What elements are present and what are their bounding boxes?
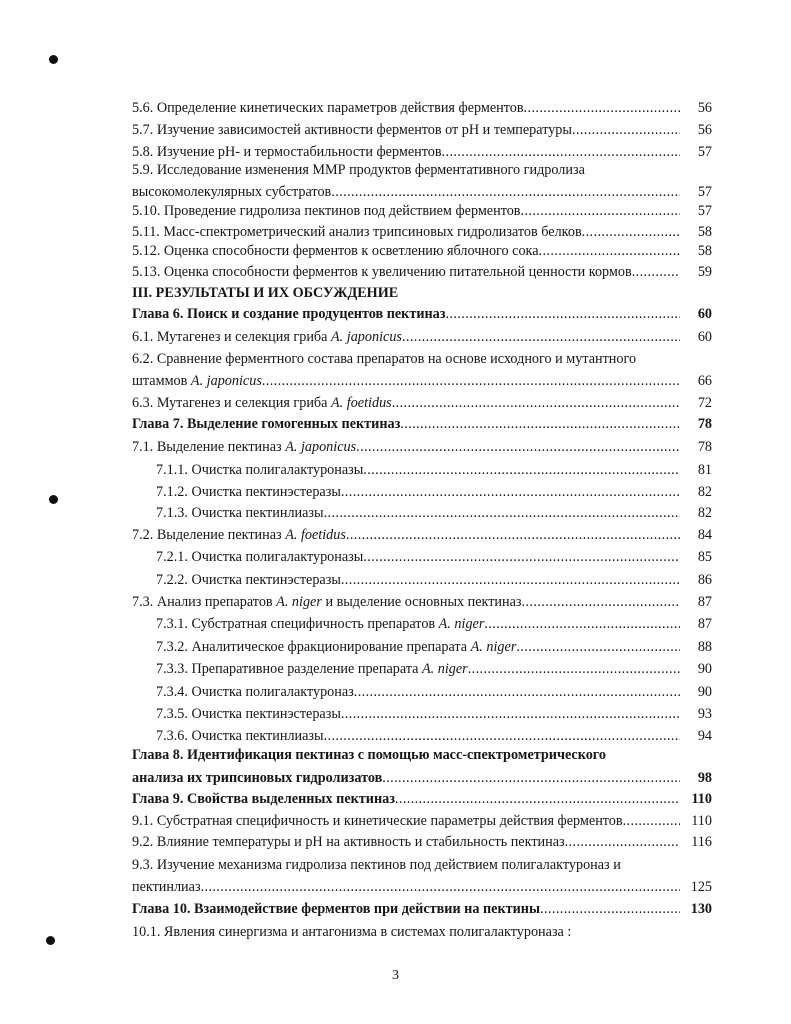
toc-entry bbox=[156, 728, 712, 744]
toc-page-number: 57 bbox=[697, 184, 712, 200]
dot-leader bbox=[346, 527, 680, 543]
toc-page-number: 94 bbox=[697, 728, 712, 744]
scan-speck bbox=[49, 495, 58, 504]
toc-page-number: 125 bbox=[690, 879, 712, 895]
toc-entry-title: 5.6. Определение кинетических параметров действия ферментов bbox=[132, 100, 524, 116]
dot-leader bbox=[324, 505, 680, 521]
dot-leader bbox=[341, 484, 680, 500]
dot-leader bbox=[363, 462, 680, 478]
dot-leader bbox=[341, 572, 680, 588]
toc-entry bbox=[132, 373, 712, 389]
toc-entry-title: 7.2. Выделение пектиназ A. foetidus bbox=[132, 527, 346, 543]
dot-leader bbox=[522, 594, 680, 610]
toc-entry-title: анализа их трипсиновых гидролизатов bbox=[132, 770, 383, 786]
toc-entry-title: 7.3.1. Субстратная специфичность препаратов A. niger bbox=[156, 616, 485, 632]
toc-entry bbox=[132, 264, 712, 280]
toc-entry-title: Глава 10. Взаимодействие ферментов при действии на пектины bbox=[132, 901, 541, 917]
toc-entry bbox=[132, 203, 712, 219]
toc-entry bbox=[156, 706, 712, 722]
dot-leader bbox=[363, 549, 680, 565]
toc-entry-title: 7.3. Анализ препаратов A. niger и выделение основных пектиназ bbox=[132, 594, 522, 610]
dot-leader bbox=[524, 100, 680, 116]
toc-entry bbox=[132, 122, 712, 138]
toc-page-number: 85 bbox=[697, 549, 712, 565]
toc-entry bbox=[132, 100, 712, 116]
toc-entry-title: Глава 6. Поиск и создание продуцентов пектиназ bbox=[132, 306, 446, 322]
species-name: A. foetidus bbox=[331, 395, 392, 411]
dot-leader bbox=[445, 306, 680, 322]
species-name: A. niger bbox=[470, 639, 517, 655]
toc-entry-title: III. РЕЗУЛЬТАТЫ И ИХ ОБСУЖДЕНИЕ bbox=[132, 285, 399, 301]
toc-entry-title: 7.3.6. Очистка пектинлиазы bbox=[156, 728, 324, 744]
species-name: A. japonicus bbox=[285, 439, 357, 455]
toc-entry bbox=[132, 879, 712, 895]
toc-page-number: 93 bbox=[697, 706, 712, 722]
dot-leader bbox=[521, 203, 681, 219]
toc-entry-title: 5.8. Изучение pH- и термостабильности ферментов bbox=[132, 144, 442, 160]
toc-entry bbox=[156, 462, 712, 478]
toc-entry-title: штаммов A. japonicus bbox=[132, 373, 262, 389]
dot-leader bbox=[395, 791, 680, 807]
toc-page-number: 56 bbox=[697, 122, 712, 138]
toc-entry bbox=[132, 184, 712, 200]
toc-entry bbox=[156, 684, 712, 700]
toc-page-number: 98 bbox=[697, 770, 712, 786]
species-name: A. japonicus bbox=[190, 373, 262, 389]
toc-entry bbox=[132, 224, 712, 240]
toc-entry bbox=[132, 351, 712, 367]
toc-page-number: 58 bbox=[697, 224, 712, 240]
dot-leader bbox=[400, 416, 680, 432]
toc-entry bbox=[132, 416, 712, 432]
toc-entry bbox=[132, 144, 712, 160]
species-name: A. niger bbox=[422, 661, 468, 677]
dot-leader bbox=[402, 329, 680, 345]
toc-entry bbox=[156, 572, 712, 588]
species-name: A. niger bbox=[276, 594, 322, 610]
dot-leader bbox=[341, 706, 680, 722]
toc-page-number: 56 bbox=[697, 100, 712, 116]
toc-entry bbox=[132, 857, 712, 873]
dot-leader bbox=[382, 770, 680, 786]
toc-entry-title: Глава 9. Свойства выделенных пектиназ bbox=[132, 791, 395, 807]
species-name: A. niger bbox=[438, 616, 485, 632]
toc-entry-title: 9.1. Субстратная специфичность и кинетические параметры действия ферментов bbox=[132, 813, 623, 829]
toc-entry-title: 7.1.2. Очистка пектинэстеразы bbox=[156, 484, 341, 500]
dot-leader bbox=[540, 901, 680, 917]
toc-entry bbox=[132, 901, 712, 917]
toc-entry-title: пектинлиаз bbox=[132, 879, 201, 895]
dot-leader bbox=[565, 834, 680, 850]
toc-entry-title: 10.1. Явления синергизма и антагонизма в системах полигалактуроназа : bbox=[132, 924, 572, 940]
dot-leader bbox=[356, 439, 680, 455]
toc-entry bbox=[132, 770, 712, 786]
dot-leader bbox=[354, 684, 680, 700]
dot-leader bbox=[516, 639, 680, 655]
scan-speck bbox=[46, 936, 55, 945]
toc-page-number: 90 bbox=[697, 684, 712, 700]
dot-leader bbox=[582, 224, 680, 240]
toc-entry-title: 7.3.3. Препаративное разделение препарата A. niger bbox=[156, 661, 468, 677]
dot-leader bbox=[572, 122, 680, 138]
toc-entry bbox=[156, 639, 712, 655]
toc-page-number: 59 bbox=[697, 264, 712, 280]
toc-entry-title: 9.2. Влияние температуры и pH на активность и стабильность пектиназ bbox=[132, 834, 565, 850]
toc-entry-title: 6.3. Мутагенез и селекция гриба A. foetidus bbox=[132, 395, 392, 411]
toc-entry-title: 5.9. Исследование изменения ММР продуктов ферментативного гидролиза bbox=[132, 162, 585, 178]
toc-entry-title: 7.1.1. Очистка полигалактуроназы bbox=[156, 462, 364, 478]
toc-entry bbox=[132, 439, 712, 455]
toc-page-number: 57 bbox=[697, 144, 712, 160]
toc-entry bbox=[156, 549, 712, 565]
toc-page-number: 72 bbox=[697, 395, 712, 411]
toc-entry bbox=[132, 813, 712, 829]
dot-leader bbox=[623, 813, 680, 829]
toc-page-number: 60 bbox=[697, 306, 712, 322]
toc-entry-title: 5.13. Оценка способности ферментов к увеличению питательной ценности кормов bbox=[132, 264, 632, 280]
toc-page-number: 110 bbox=[691, 813, 712, 829]
toc-page-number: 130 bbox=[690, 901, 712, 917]
toc-page-number: 57 bbox=[697, 203, 712, 219]
dot-leader bbox=[324, 728, 680, 744]
toc-page-number: 87 bbox=[697, 594, 712, 610]
toc-entry-title: 5.11. Масс-спектрометрический анализ трипсиновых гидролизатов белков bbox=[132, 224, 582, 240]
toc-page-number: 84 bbox=[697, 527, 712, 543]
toc-page-number: 58 bbox=[697, 243, 712, 259]
toc-page-number: 60 bbox=[697, 329, 712, 345]
toc-page-number: 81 bbox=[697, 462, 712, 478]
page-number: 3 bbox=[392, 968, 399, 983]
toc-entry bbox=[132, 243, 712, 259]
toc-entry-title: Глава 8. Идентификация пектиназ с помощью масс-спектрометрического bbox=[132, 747, 606, 763]
dot-leader bbox=[539, 243, 680, 259]
species-name: A. foetidus bbox=[285, 527, 346, 543]
dot-leader bbox=[331, 184, 680, 200]
toc-entry bbox=[132, 329, 712, 345]
toc-entry bbox=[156, 661, 712, 677]
dot-leader bbox=[484, 616, 680, 632]
toc-entry-title: Глава 7. Выделение гомогенных пектиназ bbox=[132, 416, 401, 432]
toc-entry bbox=[156, 505, 712, 521]
toc-entry-title: 7.2.2. Очистка пектинэстеразы bbox=[156, 572, 341, 588]
dot-leader bbox=[442, 144, 680, 160]
toc-page-number: 87 bbox=[697, 616, 712, 632]
toc-entry-title: 7.1.3. Очистка пектинлиазы bbox=[156, 505, 324, 521]
toc-entry bbox=[132, 306, 712, 322]
dot-leader bbox=[468, 661, 680, 677]
toc-entry-title: 5.7. Изучение зависимостей активности ферментов от pH и температуры bbox=[132, 122, 572, 138]
toc-page-number: 82 bbox=[697, 505, 712, 521]
toc-entry-title: 7.3.4. Очистка полигалактуроназ bbox=[156, 684, 354, 700]
toc-entry bbox=[132, 747, 712, 763]
scan-speck bbox=[49, 55, 58, 64]
toc-entry-title: 6.2. Сравнение ферментного состава препаратов на основе исходного и мутантного bbox=[132, 351, 637, 367]
toc-entry-title: 7.3.5. Очистка пектинэстеразы bbox=[156, 706, 341, 722]
toc-entry bbox=[132, 285, 712, 301]
dot-leader bbox=[392, 395, 680, 411]
species-name: A. japonicus bbox=[331, 329, 402, 345]
toc-page-number: 88 bbox=[697, 639, 712, 655]
toc-entry-title: 7.1. Выделение пектиназ A. japonicus bbox=[132, 439, 357, 455]
toc-entry bbox=[132, 395, 712, 411]
toc-page-number: 66 bbox=[697, 373, 712, 389]
toc-entry-title: 5.12. Оценка способности ферментов к осветлению яблочного сока bbox=[132, 243, 539, 259]
toc-page-number: 110 bbox=[691, 791, 712, 807]
dot-leader bbox=[201, 879, 680, 895]
toc-page-number: 82 bbox=[697, 484, 712, 500]
toc-page-number: 90 bbox=[697, 661, 712, 677]
toc-entry-title: 7.2.1. Очистка полигалактуроназы bbox=[156, 549, 364, 565]
toc-entry bbox=[132, 791, 712, 807]
toc-entry bbox=[132, 527, 712, 543]
toc-entry-title: 9.3. Изучение механизма гидролиза пектинов под действием полигалактуроназ и bbox=[132, 857, 621, 873]
toc-page-number: 78 bbox=[697, 439, 712, 455]
toc-entry bbox=[132, 594, 712, 610]
toc-entry-title: 5.10. Проведение гидролиза пектинов под действием ферментов bbox=[132, 203, 521, 219]
dot-leader bbox=[632, 264, 680, 280]
toc-entry-title: высокомолекулярных субстратов bbox=[132, 184, 332, 200]
toc-entry-title: 7.3.2. Аналитическое фракционирование препарата A. niger bbox=[156, 639, 517, 655]
toc-page-number: 78 bbox=[697, 416, 712, 432]
toc-entry-title: 6.1. Мутагенез и селекция гриба A. japonicus bbox=[132, 329, 402, 345]
toc-entry bbox=[132, 834, 712, 850]
toc-page-number: 86 bbox=[697, 572, 712, 588]
dot-leader bbox=[262, 373, 680, 389]
toc-entry bbox=[156, 484, 712, 500]
toc-page-number: 116 bbox=[691, 834, 712, 850]
toc-entry bbox=[132, 162, 712, 178]
toc-entry bbox=[156, 616, 712, 632]
toc-entry bbox=[132, 924, 712, 940]
